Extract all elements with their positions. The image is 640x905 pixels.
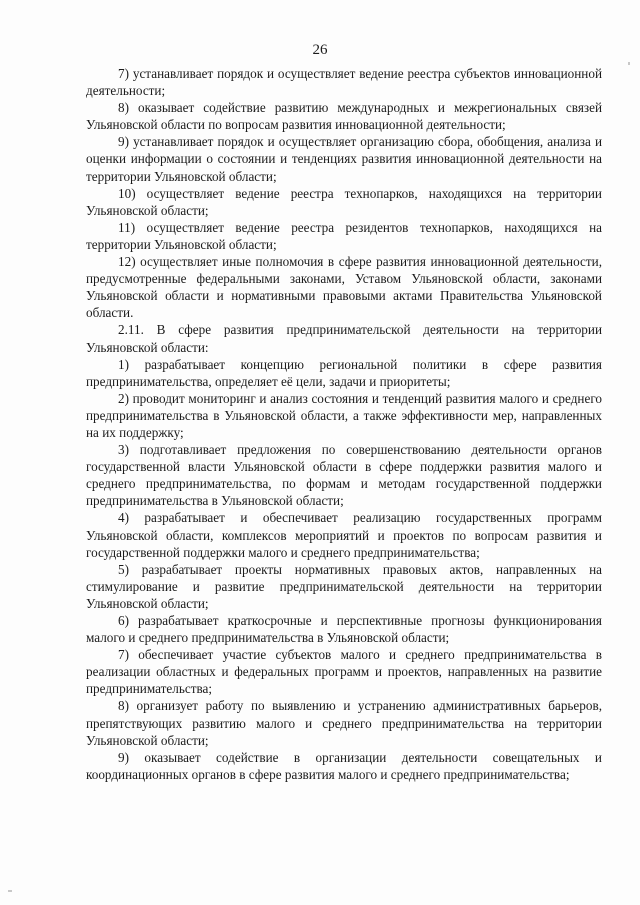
scan-edge-mark-bottom	[8, 890, 12, 892]
section-heading-2-11: 2.11. В сфере развития предпринимательской деятельности на территории Ульяновской области:	[86, 322, 602, 355]
paragraph-innovation-7: 7) устанавливает порядок и осуществляет ведение реестра субъектов инновационной деятельности;	[86, 66, 602, 99]
paragraph-business-8: 8) организует работу по выявлению и устранению административных барьеров, препятствующих развитию малого и среднего предпринимательства на территории Ульяновской области;	[86, 698, 602, 748]
document-body	[86, 65, 602, 783]
paragraph-business-3: 3) подготавливает предложения по совершенствованию деятельности органов государственной власти Ульяновской области в сфере поддержки развития малого и среднего предпринимательства, по формам и методам государственной поддержки предпринимательства в Ульяновской области;	[86, 442, 602, 509]
page-number: 26	[312, 42, 328, 58]
paragraph-business-1: 1) разрабатывает концепцию региональной политики в сфере развития предпринимательства, определяет её цели, задачи и приоритеты;	[86, 356, 602, 389]
paragraph-innovation-11: 11) осуществляет ведение реестра резидентов технопарков, находящихся на территории Ульяновской области;	[86, 219, 602, 252]
paragraph-business-5: 5) разрабатывает проекты нормативных правовых актов, направленных на стимулирование и развитие предпринимательской деятельности на территории Ульяновской области;	[86, 561, 602, 611]
paragraph-business-6: 6) разрабатывает краткосрочные и перспективные прогнозы функционирования малого и среднего предпринимательства в Ульяновской области;	[86, 613, 602, 646]
paragraph-innovation-9: 9) устанавливает порядок и осуществляет организацию сбора, обобщения, анализа и оценки информации о состоянии и тенденциях развития инновационной деятельности на территории Ульяновской области;	[86, 134, 602, 184]
paragraph-business-2: 2) проводит мониторинг и анализ состояния и тенденций развития малого и среднего предпринимательства в Ульяновской области, а также эффективности мер, направленных на их поддержку;	[86, 390, 602, 440]
scan-edge-mark-top	[628, 62, 630, 65]
paragraph-business-9: 9) оказывает содействие в организации деятельности совещательных и координационных органов в сфере развития малого и среднего предпринимательства;	[86, 749, 602, 782]
paragraph-business-7: 7) обеспечивает участие субъектов малого и среднего предпринимательства в реализации областных и федеральных программ и проектов, направленных на развитие предпринимательства;	[86, 647, 602, 697]
paragraph-innovation-10: 10) осуществляет ведение реестра технопарков, находящихся на территории Ульяновской области;	[86, 185, 602, 218]
paragraph-innovation-8: 8) оказывает содействие развитию международных и межрегиональных связей Ульяновской области по вопросам развития инновационной деятельности;	[86, 100, 602, 133]
paragraph-business-4: 4) разрабатывает и обеспечивает реализацию государственных программ Ульяновской области, комплексов мероприятий и проектов по вопросам развития и государственной поддержки малого и среднего предпринимательства;	[86, 510, 602, 560]
paragraph-innovation-12: 12) осуществляет иные полномочия в сфере развития инновационной деятельности, предусмотренные федеральными законами, Уставом Ульяновской области, законами Ульяновской области и нормативными правовыми актами Правительства Ульяновской области.	[86, 254, 602, 321]
